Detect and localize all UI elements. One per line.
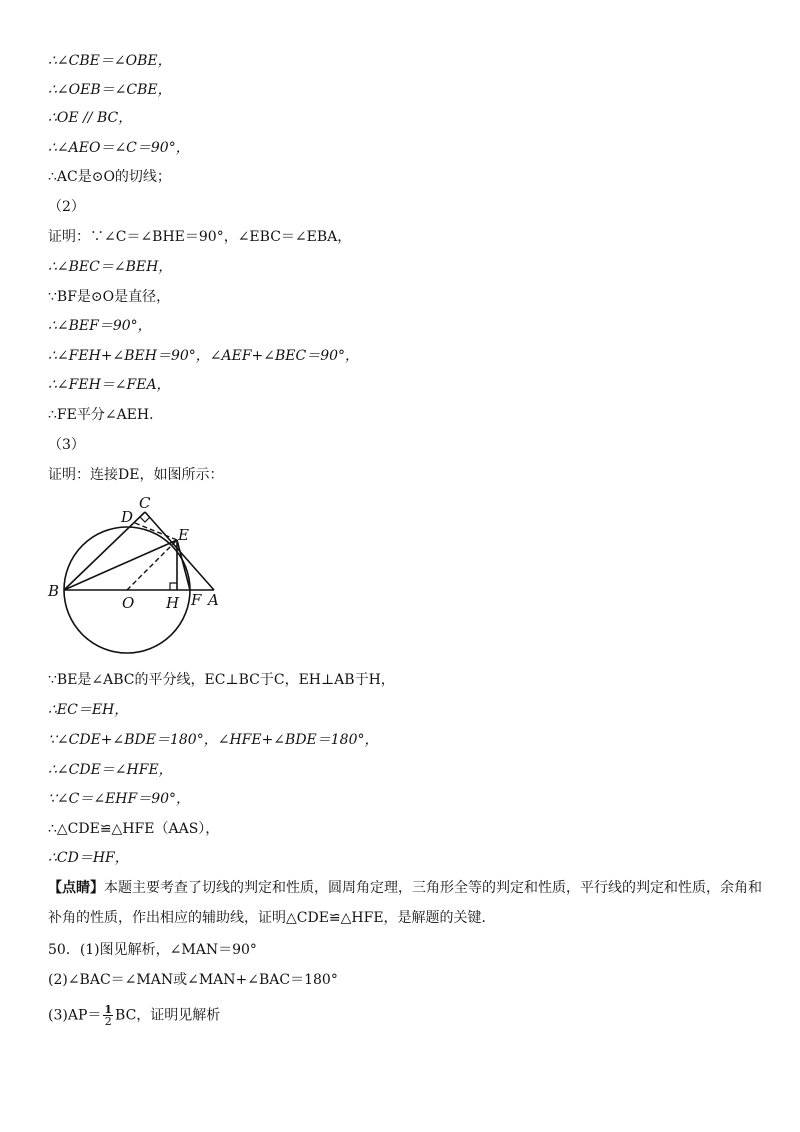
proof-line-12: ∴FE平分∠AEH． bbox=[48, 407, 164, 423]
label-c: C bbox=[139, 494, 151, 512]
fraction-one-half bbox=[103, 1004, 113, 1027]
part-2-label: （2） bbox=[48, 199, 85, 215]
label-o: O bbox=[122, 594, 135, 612]
label-d: D bbox=[121, 508, 134, 526]
proof-line-6: 证明：∵∠C＝∠BHE＝90°，∠EBC＝∠EBA， bbox=[48, 229, 352, 245]
part-3-label: （3） bbox=[48, 437, 85, 453]
proof-line-18: ∵∠C＝∠EHF＝90°， bbox=[48, 791, 191, 807]
comment-paragraph bbox=[48, 873, 768, 933]
fraction-denominator: 2 bbox=[104, 1015, 112, 1028]
proof-line-14: ∵BE是∠ABC的平分线，EC⊥BC于C，EH⊥AB于H， bbox=[48, 672, 395, 688]
answer-50-part-2: (2)∠BAC＝∠MAN或∠MAN+∠BAC＝180° bbox=[48, 972, 338, 988]
answer-50-part-3-suffix: BC，证明见解析 bbox=[115, 1007, 221, 1024]
proof-line-11: ∴∠FEH＝∠FEA， bbox=[48, 377, 171, 393]
proof-line-5: ∴AC是⊙O的切线； bbox=[48, 169, 171, 185]
proof-line-15: ∴EC＝EH， bbox=[48, 702, 129, 718]
right-angle-mark-c bbox=[140, 517, 150, 522]
label-e: E bbox=[178, 526, 189, 544]
right-angle-mark-h bbox=[170, 583, 177, 590]
label-h: H bbox=[166, 594, 180, 612]
proof-line-9: ∴∠BEF＝90°， bbox=[48, 318, 152, 334]
proof-line-3: ∴OE // BC， bbox=[48, 110, 133, 126]
proof-line-2: ∴∠OEB＝∠CBE， bbox=[48, 82, 172, 98]
proof-line-8: ∵BF是⊙O是直径， bbox=[48, 289, 171, 305]
label-b: B bbox=[48, 582, 60, 600]
proof-line-7: ∴∠BEC＝∠BEH， bbox=[48, 259, 173, 275]
comment-text: 本题主要考查了切线的判定和性质，圆周角定理，三角形全等的判定和性质，平行线的判定和性质，余角和补角的性质，作出相应的辅助线，证明△CDE≌△HFE，是解题的关键． bbox=[48, 880, 762, 926]
proof-line-4: ∴∠AEO＝∠C＝90°， bbox=[48, 140, 190, 156]
label-a: A bbox=[208, 591, 219, 609]
answer-50-part-1: 50．(1)图见解析，∠MAN＝90° bbox=[48, 942, 257, 958]
proof-line-1: ∴∠CBE＝∠OBE， bbox=[48, 53, 172, 69]
label-f: F bbox=[191, 591, 202, 609]
segment-ef bbox=[177, 540, 190, 590]
proof-line-17: ∴∠CDE＝∠HFE， bbox=[48, 762, 173, 778]
comment-tag: 【点睛】 bbox=[48, 880, 104, 896]
answer-50-part-3-prefix: (3)AP＝ bbox=[48, 1007, 102, 1024]
fraction-numerator: 1 bbox=[104, 1003, 113, 1016]
proof-line-20: ∴CD＝HF， bbox=[48, 850, 129, 866]
answer-50-part-3 bbox=[48, 1004, 220, 1027]
proof-line-13: 证明：连接DE，如图所示： bbox=[48, 467, 224, 483]
proof-line-16: ∵∠CDE+∠BDE＝180°，∠HFE+∠BDE＝180°， bbox=[48, 732, 379, 748]
geometry-figure bbox=[40, 492, 240, 662]
proof-line-10: ∴∠FEH+∠BEH＝90°，∠AEF+∠BEC＝90°， bbox=[48, 348, 360, 364]
proof-line-19: ∴△CDE≌△HFE（AAS）， bbox=[48, 821, 220, 837]
